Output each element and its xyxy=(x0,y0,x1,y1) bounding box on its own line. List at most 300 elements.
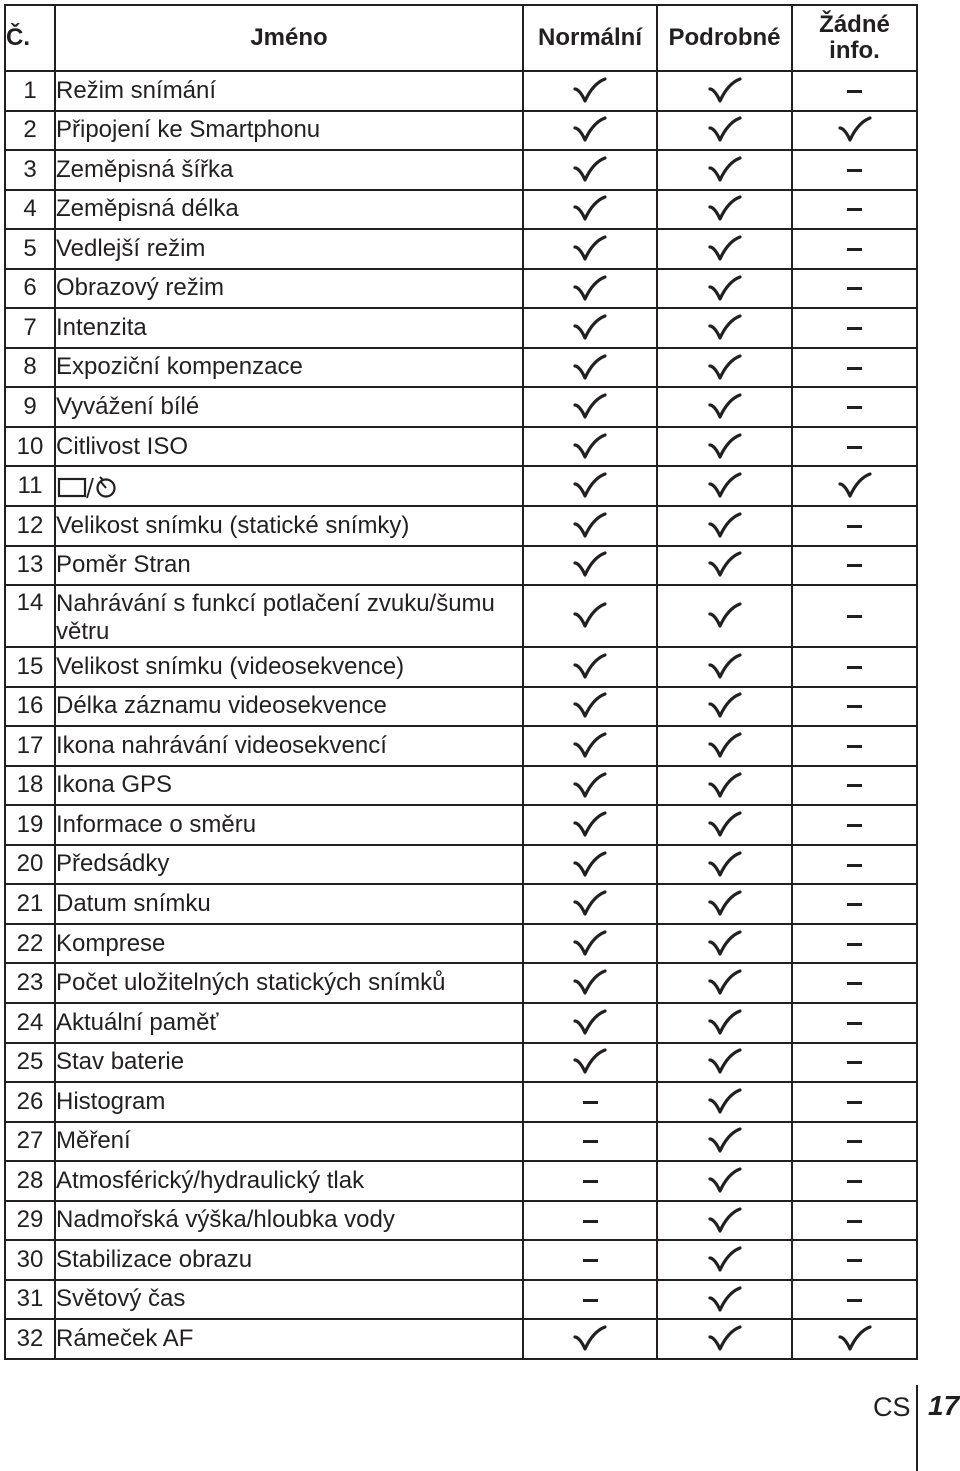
row-name: Ikona GPS xyxy=(55,766,523,806)
row-name: Režim snímání xyxy=(55,71,523,111)
table-row xyxy=(5,924,917,964)
dash-icon xyxy=(847,287,862,290)
normal-cell xyxy=(523,229,657,269)
check-icon xyxy=(838,472,872,499)
check-icon xyxy=(573,1048,607,1075)
row-name: Připojení ke Smartphonu xyxy=(55,111,523,151)
no-info-cell xyxy=(792,229,917,269)
dash-icon xyxy=(847,90,862,93)
row-number: 5 xyxy=(5,229,55,269)
no-info-cell xyxy=(792,963,917,1003)
row-name: Histogram xyxy=(55,1082,523,1122)
check-icon xyxy=(708,551,742,578)
check-icon xyxy=(573,969,607,996)
detailed-cell xyxy=(657,387,792,427)
row-number: 17 xyxy=(5,726,55,766)
table-row xyxy=(5,506,917,546)
check-icon xyxy=(708,472,742,499)
no-info-cell xyxy=(792,1201,917,1241)
dash-icon xyxy=(847,903,862,906)
row-number: 8 xyxy=(5,348,55,388)
check-icon xyxy=(708,1048,742,1075)
check-icon xyxy=(708,195,742,222)
check-icon xyxy=(708,810,742,837)
no-info-cell xyxy=(792,506,917,546)
dash-icon xyxy=(583,1299,598,1302)
row-name: Měření xyxy=(55,1122,523,1162)
no-info-cell xyxy=(792,1240,917,1280)
row-number: 25 xyxy=(5,1043,55,1083)
check-icon xyxy=(708,652,742,679)
page-number: 17 xyxy=(928,1390,960,1421)
dash-icon xyxy=(847,1220,862,1223)
normal-cell xyxy=(523,506,657,546)
check-icon xyxy=(708,313,742,340)
check-icon xyxy=(573,274,607,301)
check-icon xyxy=(708,155,742,182)
dash-icon xyxy=(847,367,862,370)
no-info-cell xyxy=(792,1280,917,1320)
row-number: 31 xyxy=(5,1280,55,1320)
table-row xyxy=(5,111,917,151)
detailed-cell xyxy=(657,687,792,727)
drive-selftimer-icon xyxy=(56,472,128,499)
check-icon xyxy=(573,511,607,538)
normal-cell xyxy=(523,111,657,151)
no-info-cell xyxy=(792,805,917,845)
no-info-cell xyxy=(792,427,917,467)
detailed-cell xyxy=(657,726,792,766)
normal-cell xyxy=(523,1280,657,1320)
table-row xyxy=(5,585,917,647)
check-icon xyxy=(708,1245,742,1272)
row-number: 10 xyxy=(5,427,55,467)
dash-icon xyxy=(583,1140,598,1143)
normal-cell xyxy=(523,348,657,388)
check-icon xyxy=(573,850,607,877)
row-name: Zeměpisná délka xyxy=(55,190,523,230)
check-icon xyxy=(573,1325,607,1352)
header-name: Jméno xyxy=(55,5,523,71)
row-name: Vyvážení bílé xyxy=(55,387,523,427)
dash-icon xyxy=(847,1140,862,1143)
detailed-cell xyxy=(657,111,792,151)
row-number: 19 xyxy=(5,805,55,845)
table-row xyxy=(5,1043,917,1083)
detailed-cell xyxy=(657,963,792,1003)
no-info-cell xyxy=(792,308,917,348)
row-number: 21 xyxy=(5,884,55,924)
no-info-cell xyxy=(792,924,917,964)
header-normal: Normální xyxy=(523,5,657,71)
header-number: Č. xyxy=(5,5,55,71)
check-icon xyxy=(573,731,607,758)
check-icon xyxy=(708,1127,742,1154)
table-row xyxy=(5,150,917,190)
row-name: Počet uložitelných statických snímků xyxy=(55,963,523,1003)
normal-cell xyxy=(523,1082,657,1122)
no-info-cell xyxy=(792,1082,917,1122)
row-name-icon-cell xyxy=(55,466,523,506)
dash-icon xyxy=(583,1180,598,1183)
normal-cell xyxy=(523,963,657,1003)
normal-cell xyxy=(523,190,657,230)
row-name: Délka záznamu videosekvence xyxy=(55,687,523,727)
dash-icon xyxy=(847,327,862,330)
table-row xyxy=(5,308,917,348)
row-number: 23 xyxy=(5,963,55,1003)
check-icon xyxy=(708,731,742,758)
detailed-cell xyxy=(657,647,792,687)
header-detailed: Podrobné xyxy=(657,5,792,71)
check-icon xyxy=(838,116,872,143)
normal-cell xyxy=(523,269,657,309)
dash-icon xyxy=(847,1101,862,1104)
no-info-cell xyxy=(792,466,917,506)
check-icon xyxy=(708,1166,742,1193)
dash-icon xyxy=(847,248,862,251)
dash-icon xyxy=(847,525,862,528)
detailed-cell xyxy=(657,884,792,924)
normal-cell xyxy=(523,387,657,427)
check-icon xyxy=(573,313,607,340)
table-row xyxy=(5,1201,917,1241)
normal-cell xyxy=(523,687,657,727)
dash-icon xyxy=(847,1259,862,1262)
row-name: Předsádky xyxy=(55,845,523,885)
row-name: Poměr Stran xyxy=(55,546,523,586)
row-name: Informace o směru xyxy=(55,805,523,845)
no-info-cell xyxy=(792,766,917,806)
no-info-cell xyxy=(792,1122,917,1162)
row-number: 30 xyxy=(5,1240,55,1280)
row-number: 2 xyxy=(5,111,55,151)
check-icon xyxy=(838,1325,872,1352)
table-row xyxy=(5,687,917,727)
display-info-table xyxy=(4,4,918,1360)
no-info-cell xyxy=(792,845,917,885)
row-number: 13 xyxy=(5,546,55,586)
row-name: Obrazový režim xyxy=(55,269,523,309)
row-name: Stabilizace obrazu xyxy=(55,1240,523,1280)
dash-icon xyxy=(847,406,862,409)
detailed-cell xyxy=(657,1240,792,1280)
detailed-cell xyxy=(657,1280,792,1320)
dash-icon xyxy=(847,169,862,172)
detailed-cell xyxy=(657,1003,792,1043)
no-info-cell xyxy=(792,585,917,647)
no-info-cell xyxy=(792,387,917,427)
detailed-cell xyxy=(657,766,792,806)
row-number: 24 xyxy=(5,1003,55,1043)
table-row xyxy=(5,726,917,766)
check-icon xyxy=(573,890,607,917)
table-row xyxy=(5,71,917,111)
row-number: 14 xyxy=(5,585,55,647)
row-name: Komprese xyxy=(55,924,523,964)
check-icon xyxy=(708,76,742,103)
dash-icon xyxy=(847,864,862,867)
check-icon xyxy=(573,76,607,103)
check-icon xyxy=(708,1087,742,1114)
detailed-cell xyxy=(657,427,792,467)
normal-cell xyxy=(523,805,657,845)
row-name: Citlivost ISO xyxy=(55,427,523,467)
check-icon xyxy=(573,601,607,628)
detailed-cell xyxy=(657,1319,792,1359)
no-info-cell xyxy=(792,190,917,230)
check-icon xyxy=(708,601,742,628)
row-number: 16 xyxy=(5,687,55,727)
no-info-cell xyxy=(792,726,917,766)
table-row xyxy=(5,229,917,269)
table-row xyxy=(5,1122,917,1162)
check-icon xyxy=(573,432,607,459)
table-row xyxy=(5,466,917,506)
normal-cell xyxy=(523,466,657,506)
table-row xyxy=(5,845,917,885)
normal-cell xyxy=(523,884,657,924)
check-icon xyxy=(708,1206,742,1233)
detailed-cell xyxy=(657,269,792,309)
no-info-cell xyxy=(792,546,917,586)
check-icon xyxy=(573,929,607,956)
no-info-cell xyxy=(792,1043,917,1083)
table-row xyxy=(5,1319,917,1359)
table-row xyxy=(5,348,917,388)
table-row xyxy=(5,805,917,845)
detailed-cell xyxy=(657,150,792,190)
normal-cell xyxy=(523,845,657,885)
normal-cell xyxy=(523,1003,657,1043)
row-name: Expoziční kompenzace xyxy=(55,348,523,388)
normal-cell xyxy=(523,726,657,766)
check-icon xyxy=(708,234,742,261)
detailed-cell xyxy=(657,466,792,506)
check-icon xyxy=(708,771,742,798)
check-icon xyxy=(708,432,742,459)
dash-icon xyxy=(847,784,862,787)
normal-cell xyxy=(523,647,657,687)
no-info-cell xyxy=(792,1319,917,1359)
detailed-cell xyxy=(657,1161,792,1201)
table-row xyxy=(5,1082,917,1122)
row-number: 9 xyxy=(5,387,55,427)
check-icon xyxy=(573,353,607,380)
no-info-cell xyxy=(792,647,917,687)
row-name: Nahrávání s funkcí potlačení zvuku/šumu větru xyxy=(55,585,523,647)
check-icon xyxy=(708,850,742,877)
normal-cell xyxy=(523,766,657,806)
check-icon xyxy=(708,392,742,419)
dash-icon xyxy=(847,1022,862,1025)
row-number: 4 xyxy=(5,190,55,230)
check-icon xyxy=(573,392,607,419)
row-name: Rámeček AF xyxy=(55,1319,523,1359)
row-name: Světový čas xyxy=(55,1280,523,1320)
check-icon xyxy=(708,1008,742,1035)
detailed-cell xyxy=(657,229,792,269)
table-row xyxy=(5,269,917,309)
check-icon xyxy=(573,551,607,578)
table-row xyxy=(5,427,917,467)
dash-icon xyxy=(847,446,862,449)
row-number: 12 xyxy=(5,506,55,546)
no-info-cell xyxy=(792,687,917,727)
table-row xyxy=(5,766,917,806)
table-row xyxy=(5,546,917,586)
table-row xyxy=(5,1161,917,1201)
check-icon xyxy=(708,274,742,301)
detailed-cell xyxy=(657,585,792,647)
detailed-cell xyxy=(657,71,792,111)
check-icon xyxy=(708,969,742,996)
detailed-cell xyxy=(657,805,792,845)
language-code: CS xyxy=(873,1392,911,1422)
check-icon xyxy=(708,890,742,917)
detailed-cell xyxy=(657,1043,792,1083)
normal-cell xyxy=(523,546,657,586)
dash-icon xyxy=(847,615,862,618)
check-icon xyxy=(708,929,742,956)
dash-icon xyxy=(847,824,862,827)
row-number: 15 xyxy=(5,647,55,687)
detailed-cell xyxy=(657,845,792,885)
row-number: 3 xyxy=(5,150,55,190)
dash-icon xyxy=(583,1259,598,1262)
no-info-cell xyxy=(792,150,917,190)
table-row xyxy=(5,1240,917,1280)
check-icon xyxy=(573,155,607,182)
dash-icon xyxy=(847,705,862,708)
check-icon xyxy=(708,116,742,143)
normal-cell xyxy=(523,71,657,111)
no-info-cell xyxy=(792,1003,917,1043)
detailed-cell xyxy=(657,1122,792,1162)
check-icon xyxy=(573,472,607,499)
normal-cell xyxy=(523,150,657,190)
row-number: 28 xyxy=(5,1161,55,1201)
check-icon xyxy=(573,116,607,143)
check-icon xyxy=(708,511,742,538)
row-name: Intenzita xyxy=(55,308,523,348)
normal-cell xyxy=(523,1319,657,1359)
row-name: Datum snímku xyxy=(55,884,523,924)
no-info-cell xyxy=(792,111,917,151)
dash-icon xyxy=(583,1101,598,1104)
normal-cell xyxy=(523,1240,657,1280)
normal-cell xyxy=(523,1043,657,1083)
row-number: 7 xyxy=(5,308,55,348)
table-row xyxy=(5,1003,917,1043)
row-number: 27 xyxy=(5,1122,55,1162)
detailed-cell xyxy=(657,190,792,230)
check-icon xyxy=(708,1285,742,1312)
check-icon xyxy=(708,353,742,380)
normal-cell xyxy=(523,427,657,467)
check-icon xyxy=(708,692,742,719)
dash-icon xyxy=(847,943,862,946)
dash-icon xyxy=(847,208,862,211)
table-header-row xyxy=(5,5,917,71)
check-icon xyxy=(573,195,607,222)
check-icon xyxy=(573,1008,607,1035)
dash-icon xyxy=(847,1299,862,1302)
row-number: 1 xyxy=(5,71,55,111)
footer-divider xyxy=(916,1385,918,1471)
no-info-cell xyxy=(792,269,917,309)
no-info-cell xyxy=(792,1161,917,1201)
normal-cell xyxy=(523,1161,657,1201)
check-icon xyxy=(573,234,607,261)
dash-icon xyxy=(847,666,862,669)
table-row xyxy=(5,963,917,1003)
row-number: 32 xyxy=(5,1319,55,1359)
row-name: Vedlejší režim xyxy=(55,229,523,269)
normal-cell xyxy=(523,1201,657,1241)
row-name: Velikost snímku (statické snímky) xyxy=(55,506,523,546)
row-name: Zeměpisná šířka xyxy=(55,150,523,190)
normal-cell xyxy=(523,924,657,964)
row-name: Atmosférický/hydraulický tlak xyxy=(55,1161,523,1201)
table-row xyxy=(5,190,917,230)
check-icon xyxy=(573,652,607,679)
dash-icon xyxy=(847,564,862,567)
check-icon xyxy=(573,692,607,719)
dash-icon xyxy=(847,982,862,985)
row-number: 29 xyxy=(5,1201,55,1241)
table-row xyxy=(5,387,917,427)
row-number: 18 xyxy=(5,766,55,806)
row-number: 20 xyxy=(5,845,55,885)
check-icon xyxy=(573,810,607,837)
no-info-cell xyxy=(792,71,917,111)
detailed-cell xyxy=(657,1201,792,1241)
dash-icon xyxy=(847,745,862,748)
detailed-cell xyxy=(657,348,792,388)
table-body xyxy=(5,71,917,1359)
detailed-cell xyxy=(657,308,792,348)
row-number: 26 xyxy=(5,1082,55,1122)
row-number: 6 xyxy=(5,269,55,309)
detailed-cell xyxy=(657,924,792,964)
row-name: Aktuální paměť xyxy=(55,1003,523,1043)
normal-cell xyxy=(523,585,657,647)
no-info-cell xyxy=(792,348,917,388)
dash-icon xyxy=(847,1061,862,1064)
table-row xyxy=(5,1280,917,1320)
row-name: Velikost snímku (videosekvence) xyxy=(55,647,523,687)
row-name: Nadmořská výška/hloubka vody xyxy=(55,1201,523,1241)
table-row xyxy=(5,647,917,687)
detailed-cell xyxy=(657,506,792,546)
normal-cell xyxy=(523,308,657,348)
dash-icon xyxy=(583,1220,598,1223)
row-number: 22 xyxy=(5,924,55,964)
normal-cell xyxy=(523,1122,657,1162)
row-name: Stav baterie xyxy=(55,1043,523,1083)
no-info-cell xyxy=(792,884,917,924)
check-icon xyxy=(573,771,607,798)
detailed-cell xyxy=(657,1082,792,1122)
row-number: 11 xyxy=(5,466,55,506)
check-icon xyxy=(708,1325,742,1352)
dash-icon xyxy=(847,1180,862,1183)
row-name: Ikona nahrávání videosekvencí xyxy=(55,726,523,766)
header-no-info: Žádné info. xyxy=(792,5,917,71)
table-row xyxy=(5,884,917,924)
detailed-cell xyxy=(657,546,792,586)
